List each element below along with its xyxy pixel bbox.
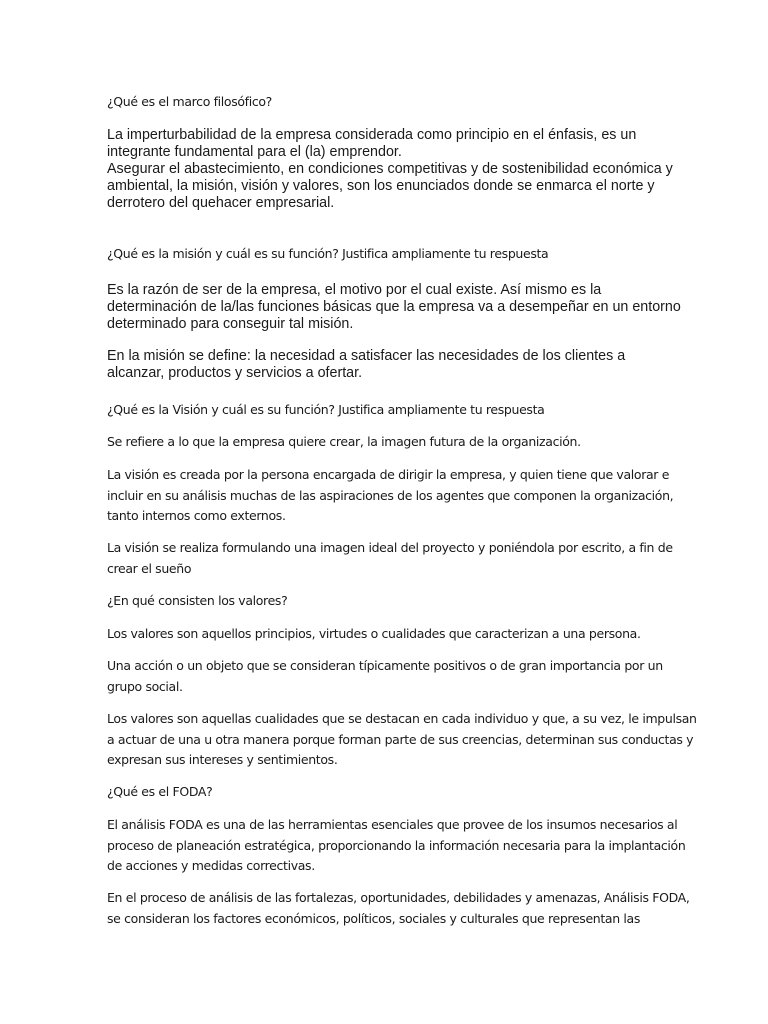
text-line: Asegurar el abastecimiento, en condiciones competitivas y de sostenibilidad económica y	[107, 161, 673, 177]
text-line: ¿Qué es el marco filosófico?	[107, 94, 272, 109]
text-line: expresan sus intereses y sentimientos.	[107, 752, 338, 767]
answer-paragraph	[107, 888, 689, 929]
text-line: Es la razón de ser de la empresa, el motivo por el cual existe. Así mismo es la	[107, 282, 602, 298]
answer-paragraph	[107, 709, 697, 771]
text-line: incluir en su análisis muchas de las aspiraciones de los agentes que componen la organización,	[107, 487, 674, 503]
answer-paragraph	[107, 815, 685, 877]
text-line: crear el sueño	[107, 560, 192, 576]
question-heading	[107, 400, 544, 421]
question-heading	[107, 782, 212, 803]
text-line: a actuar de una u otra manera porque forman parte de sus creencias, determinan sus conductas y	[107, 731, 694, 747]
text-line: se consideran los factores económicos, políticos, sociales y culturales que representan las	[107, 910, 641, 926]
answer-paragraph	[107, 282, 681, 333]
text-line: Una acción o un objeto que se consideran típicamente positivos o de gran importancia por un	[107, 658, 663, 673]
text-line: ¿Qué es la Visión y cuál es su función? Justifica ampliamente tu respuesta	[107, 402, 545, 417]
text-line: integrante fundamental para el (la) emprendor.	[107, 144, 402, 160]
text-line: proceso de planeación estratégica, proporcionando la información necesaria para la implantación	[107, 837, 686, 853]
text-line: ambiental, la misión, visión y valores, son los enunciados donde se enmarca el norte y	[107, 178, 655, 194]
answer-paragraph	[107, 624, 641, 645]
text-line: alcanzar, productos y servicios a ofertar.	[107, 365, 363, 381]
text-line: En la misión se define: la necesidad a satisfacer las necesidades de los clientes a	[107, 348, 626, 364]
text-line: ¿Qué es la misión y cuál es su función? Justifica ampliamente tu respuesta	[107, 246, 549, 261]
answer-paragraph	[107, 432, 581, 453]
text-line: La imperturbabilidad de la empresa considerada como principio en el énfasis, es un	[107, 127, 637, 143]
text-line: La visión es creada por la persona encargada de dirigir la empresa, y quien tiene que valorar e	[107, 467, 670, 482]
text-line: determinado para conseguir tal misión.	[107, 316, 354, 332]
text-line: ¿En qué consisten los valores?	[107, 593, 288, 608]
answer-paragraph	[107, 538, 673, 579]
answer-paragraph	[107, 127, 673, 212]
answer-paragraph	[107, 465, 673, 527]
text-line: La visión se realiza formulando una imagen ideal del proyecto y poniéndola por escrito, a fin de	[107, 540, 673, 555]
text-line: En el proceso de análisis de las fortalezas, oportunidades, debilidades y amenazas, Análisis FODA,	[107, 890, 690, 905]
question-heading	[107, 591, 287, 612]
text-line: de acciones y medidas correctivas.	[107, 858, 315, 873]
text-line: Se refiere a lo que la empresa quiere crear, la imagen futura de la organización.	[107, 434, 581, 449]
text-line: determinación de la/las funciones básicas que la empresa va a desempeñar en un entorno	[107, 299, 681, 315]
text-line: derrotero del quehacer empresarial.	[107, 195, 335, 211]
question-heading	[107, 244, 548, 265]
question-heading	[107, 92, 272, 113]
text-line: Los valores son aquellas cualidades que se destacan en cada individuo y que, a su vez, le impulsan	[107, 711, 697, 726]
text-line: El análisis FODA es una de las herramientas esenciales que provee de los insumos necesarios al	[107, 817, 678, 832]
answer-paragraph	[107, 656, 663, 697]
text-line: tanto internos como externos.	[107, 508, 286, 523]
text-line: grupo social.	[107, 678, 183, 694]
answer-paragraph	[107, 348, 625, 382]
text-line: ¿Qué es el FODA?	[107, 784, 213, 799]
text-line: Los valores son aquellos principios, virtudes o cualidades que caracterizan a una persona.	[107, 626, 641, 641]
